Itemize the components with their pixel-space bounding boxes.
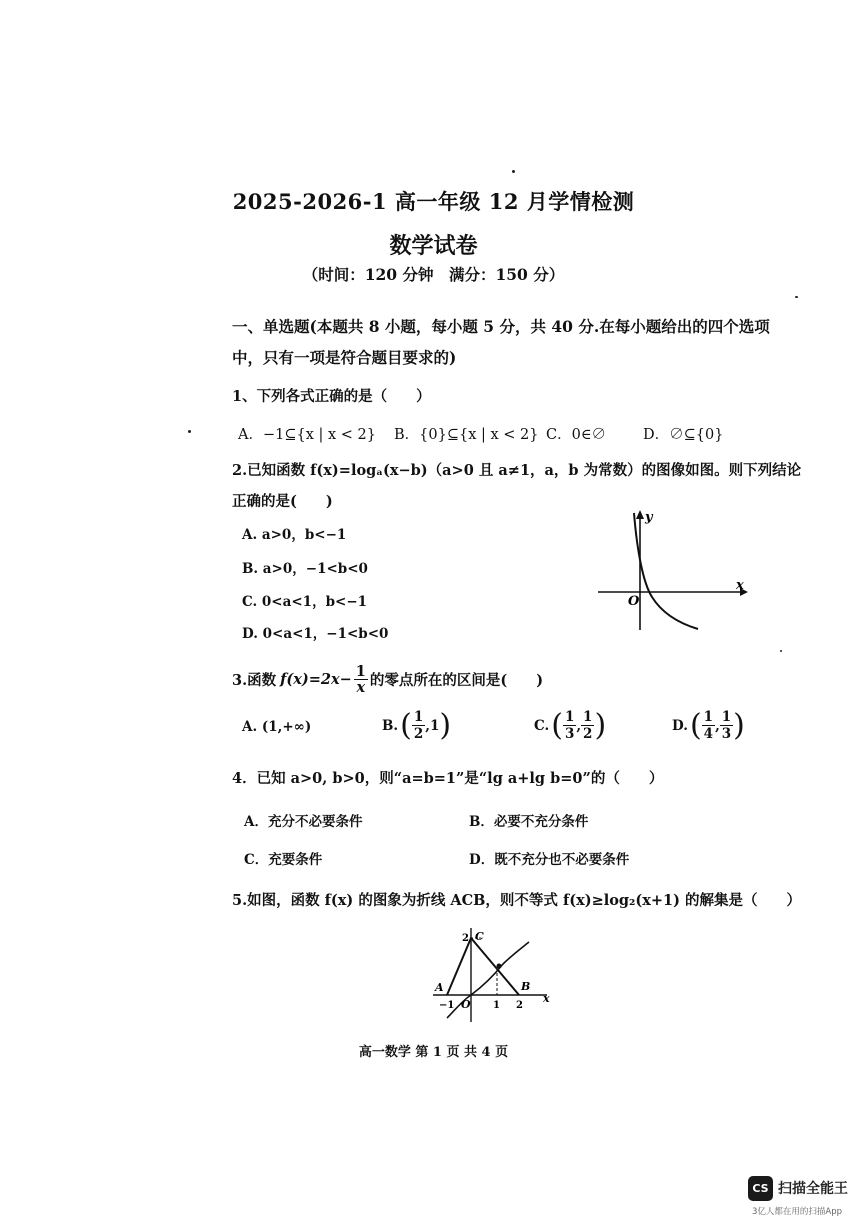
q3-stem-suffix: 的零点所在的区间是( ) — [369, 672, 544, 689]
q3-frac-num: 1 — [355, 663, 366, 680]
q5-label-o: O — [461, 998, 471, 1011]
section-heading-line2: 中，只有一项是符合题目要求的) — [232, 348, 457, 367]
q4-stem: 4．已知 a>0, b>0，则“a=b=1”是“lg a+lg b=0”的（ ） — [232, 770, 664, 787]
section-heading-line1: 一、单选题(本题共 8 小题，每小题 5 分，共 40 分.在每小题给出的四个选项 — [232, 317, 770, 336]
q3-option-b-label: B. — [382, 717, 399, 734]
q3-option-c-frac2: 1 2 — [583, 709, 593, 742]
q5-label-b: B — [521, 980, 531, 993]
q3-option-b-tail: ,1 — [425, 717, 440, 734]
q3-option-d-label: D. — [672, 717, 688, 734]
q5-intersection-point — [497, 964, 502, 969]
q2-x-label: x — [736, 578, 744, 593]
q2-option-d: D. 0<a<1，−1<b<0 — [242, 626, 389, 642]
q2-stem-line2: 正确的是( ) — [232, 493, 333, 510]
q5-stem: 5.如图，函数 f(x) 的图象为折线 ACB，则不等式 f(x)≥log₂(x+1) 的解集是（ ） — [232, 892, 802, 909]
q5-label-a: A — [435, 981, 444, 994]
q2-origin-label: O — [628, 594, 640, 609]
q3-option-c-label: C. — [534, 717, 550, 734]
q3-option-c: C. ( 1 3 , 1 2 ) — [534, 708, 607, 743]
q5-tick-y2: 2 — [462, 933, 469, 944]
exam-info: （时间：120 分钟 满分：150 分） — [302, 265, 565, 284]
q1-option-d: D．∅⊆{0} — [643, 427, 724, 443]
q1-option-c: C．0∈∅ — [546, 427, 607, 443]
q4-option-b: B．必要不充分条件 — [469, 814, 589, 830]
q2-stem-line1: 2.已知函数 f(x)=logₐ(x−b)（a>0 且 a≠1，a，b 为常数）的图像如图。则下列结论 — [232, 462, 802, 479]
q2-option-c: C. 0<a<1，b<−1 — [242, 594, 368, 610]
q5-tick-neg1: −1 — [439, 1000, 455, 1011]
q3-stem-func: f(x)=2x− — [280, 671, 352, 688]
q2-y-label: y — [645, 510, 653, 525]
q4-option-d: D．既不充分也不必要条件 — [469, 852, 630, 868]
q2-y-arrow — [636, 510, 644, 519]
page-footer: 高一数学 第 1 页 共 4 页 — [358, 1045, 509, 1060]
q1-option-b: B．{0}⊆{x | x < 2} — [394, 427, 539, 443]
scan-speck — [795, 296, 798, 298]
q5-polyline-graph — [425, 920, 565, 1025]
q5-label-x: x — [543, 992, 550, 1005]
q5-tick-2: 2 — [516, 1000, 523, 1011]
q2-option-b: B. a>0，−1<b<0 — [242, 561, 368, 577]
q1-option-a: A．−1⊆{x | x < 2} — [238, 427, 376, 443]
scan-speck — [512, 170, 515, 173]
q3-frac-den: x — [356, 679, 366, 696]
q4-option-c: C．充要条件 — [244, 852, 323, 868]
q2-log-curve — [634, 513, 698, 629]
q5-polyline-acb — [447, 938, 519, 995]
q4-option-a: A．充分不必要条件 — [244, 814, 363, 830]
q2-log-graph — [590, 505, 760, 635]
q3-option-b: B. ( 1 2 ,1 ) — [382, 708, 452, 743]
camscanner-slogan: 3亿人都在用的扫描App — [752, 1207, 843, 1217]
q3-option-d-frac1: 1 4 — [703, 709, 714, 742]
q3-option-d-frac2: 1 3 — [721, 709, 732, 742]
subject-title: 数学试卷 — [389, 233, 478, 259]
q3-stem-fraction — [354, 664, 368, 695]
camscanner-name: 扫描全能王 — [778, 1181, 848, 1197]
q2-option-a: A. a>0，b<−1 — [242, 527, 347, 543]
q5-tick-1: 1 — [493, 1000, 500, 1011]
q3-option-c-frac1: 1 3 — [564, 709, 575, 742]
q5-label-c: C — [475, 930, 484, 943]
q1-stem: 1、下列各式正确的是（ ） — [232, 388, 431, 405]
q3-option-d: D. ( 1 4 , 1 3 ) — [672, 708, 745, 743]
scan-speck — [780, 650, 782, 652]
scan-speck — [188, 430, 191, 433]
exam-title: 2025-2026-1 高一年级 12 月学情检测 — [232, 189, 635, 214]
q3-option-b-frac: 1 2 — [413, 709, 424, 742]
q3-stem — [232, 664, 543, 695]
camscanner-logo-icon: CS — [748, 1176, 773, 1201]
q3-stem-prefix: 3.函数 — [232, 672, 277, 689]
q3-option-a: A. (1,+∞) — [242, 719, 312, 735]
